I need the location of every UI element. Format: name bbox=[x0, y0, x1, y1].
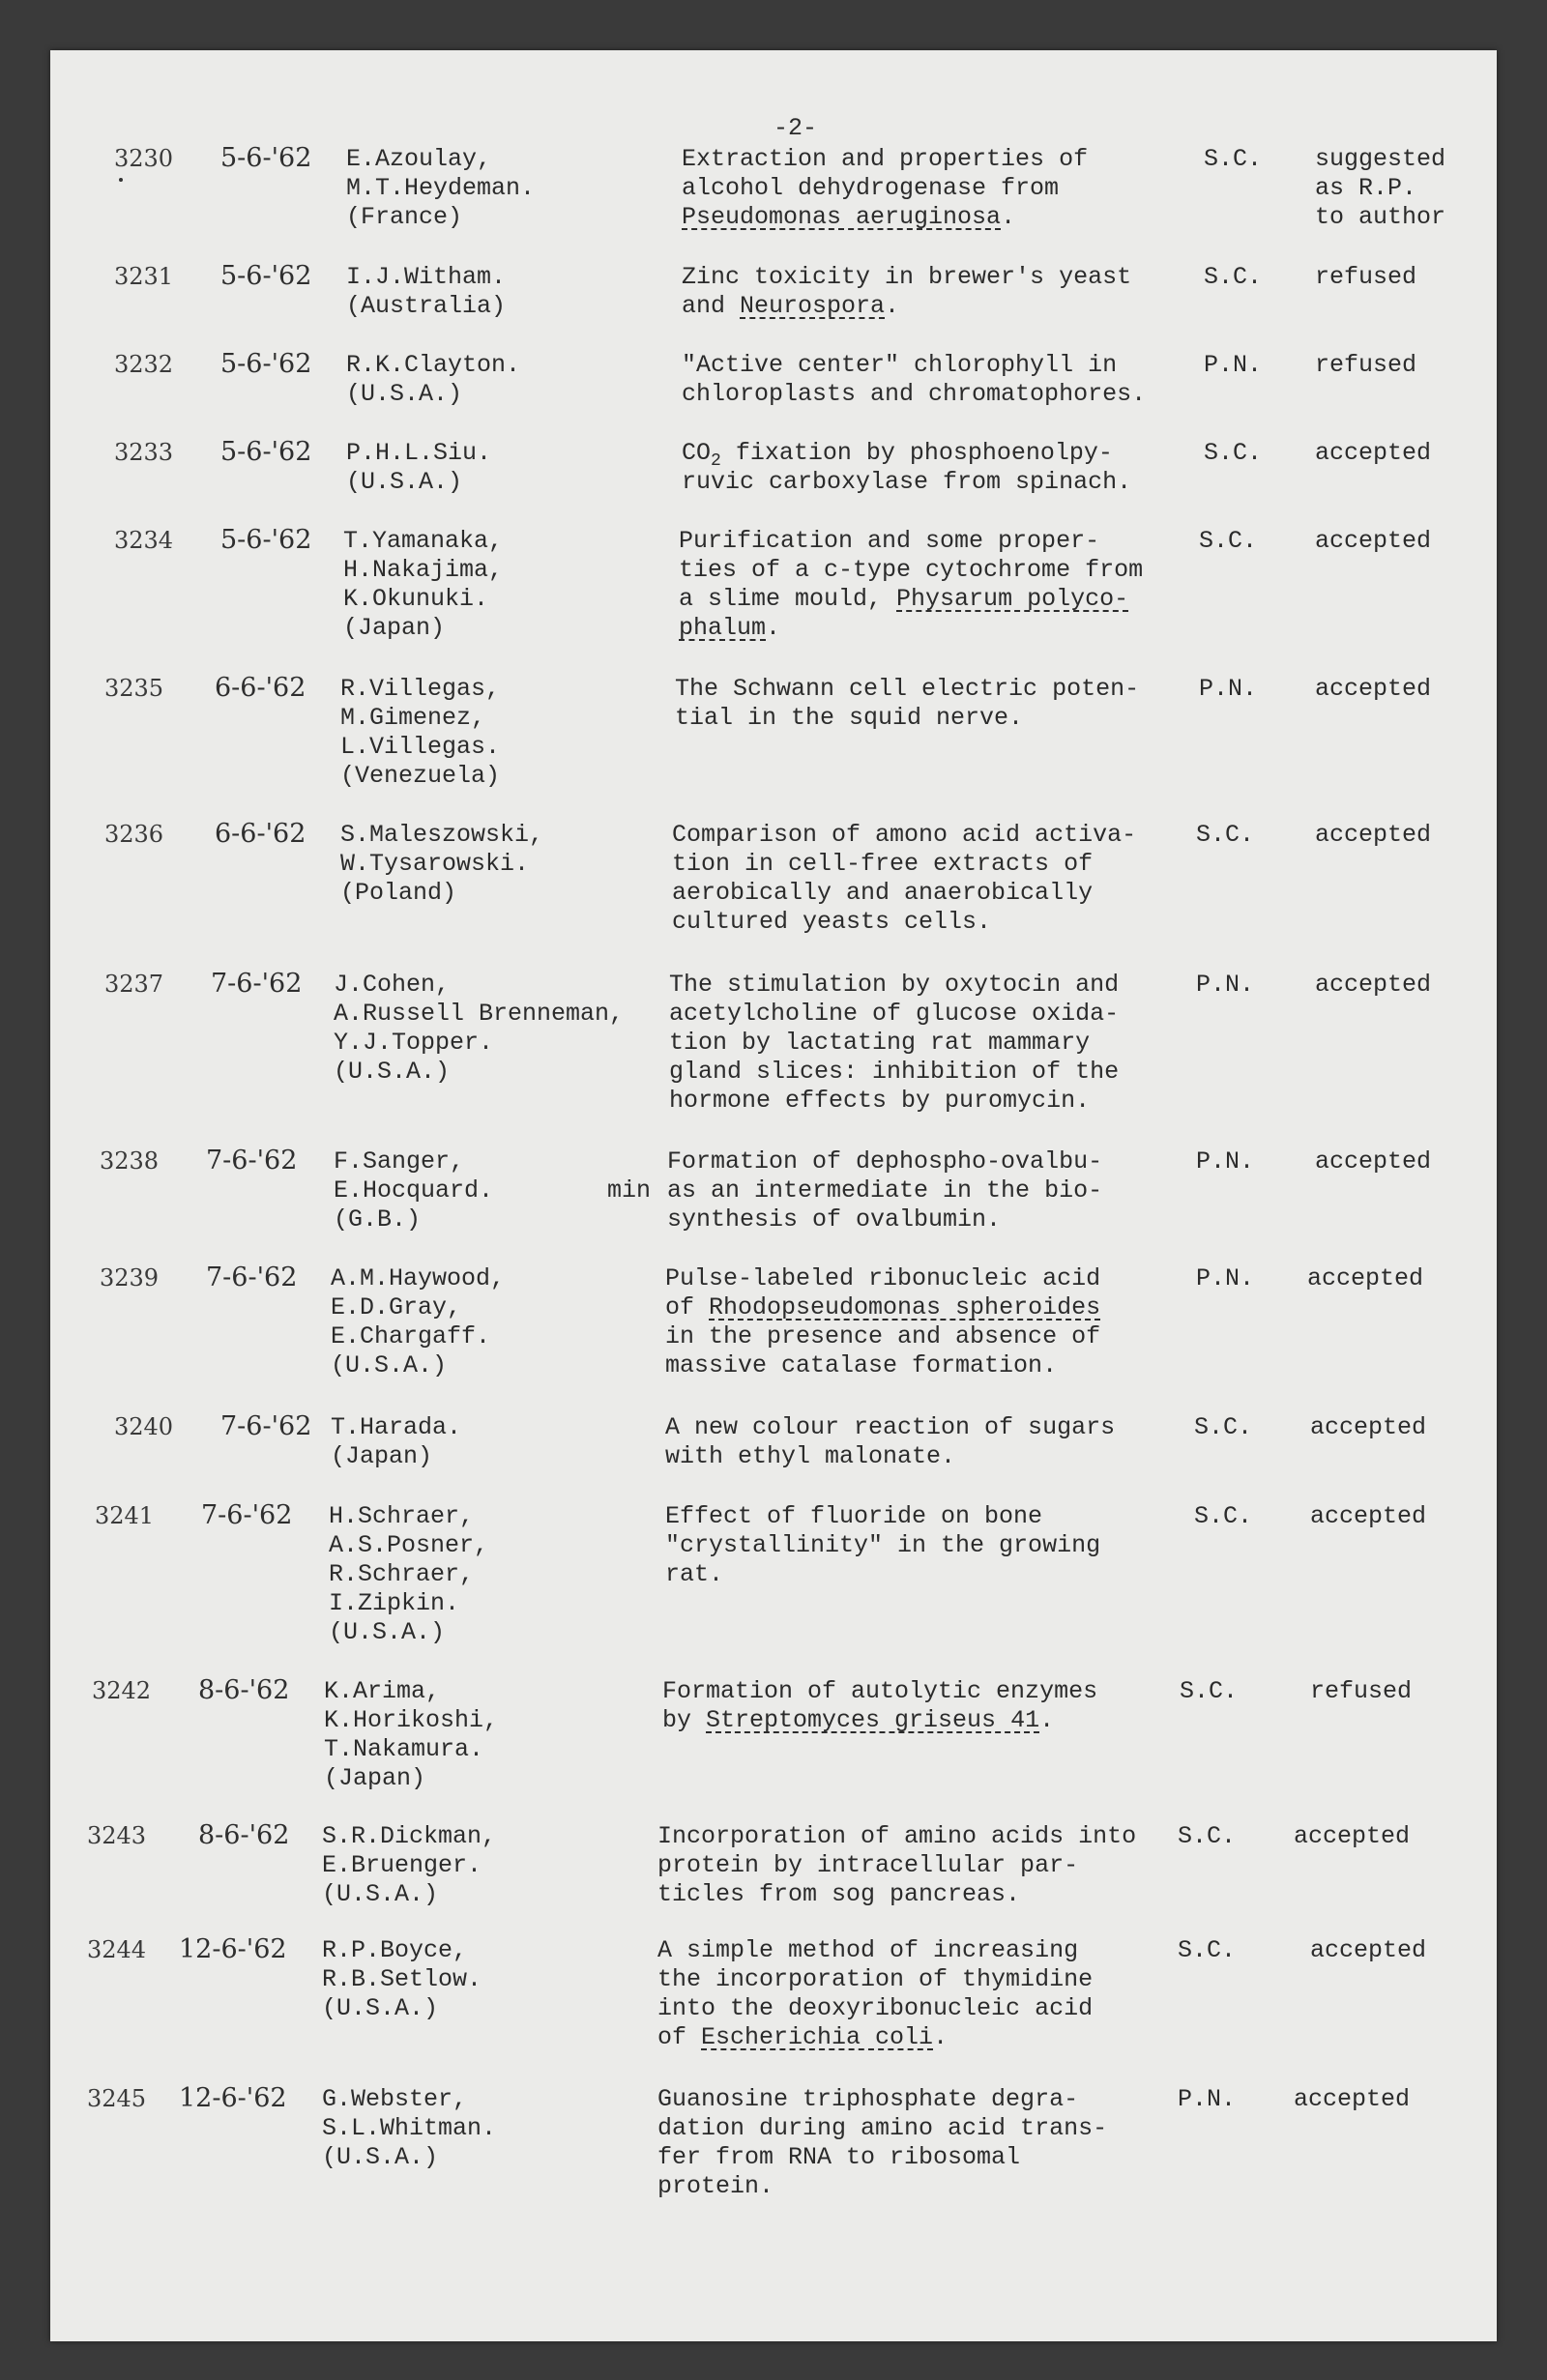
title-line: rat. bbox=[665, 1560, 724, 1588]
author-line: (U.S.A.) bbox=[346, 380, 463, 408]
entry-date: 6-6-'62 bbox=[215, 819, 306, 849]
entry-title bbox=[679, 527, 1143, 643]
author-line: E.Bruenger. bbox=[322, 1851, 482, 1879]
title-line: protein. bbox=[657, 2172, 774, 2200]
author-line: Y.J.Topper. bbox=[334, 1029, 494, 1057]
entry-number: 3236 bbox=[104, 821, 164, 848]
entry-status bbox=[1315, 971, 1431, 1000]
entry-authors bbox=[331, 1264, 505, 1380]
entry-title bbox=[682, 263, 1131, 321]
title-line: fer from RNA to ribosomal bbox=[657, 2143, 1021, 2171]
entry-status bbox=[1315, 145, 1445, 232]
entry-date: 12-6-'62 bbox=[179, 2083, 287, 2113]
title-line: massive catalase formation. bbox=[665, 1351, 1058, 1379]
author-line: (U.S.A.) bbox=[322, 1994, 439, 2022]
entry-type-code: S.C. bbox=[1196, 821, 1255, 849]
author-line: R.Schraer, bbox=[329, 1560, 475, 1588]
entry-title bbox=[657, 1936, 1093, 2052]
author-line: (Japan) bbox=[331, 1442, 433, 1470]
entry-date: 8-6-'62 bbox=[198, 1820, 290, 1850]
entry-authors bbox=[340, 821, 543, 908]
entry-status bbox=[1310, 1677, 1412, 1706]
author-line: K.Okunuki. bbox=[343, 585, 489, 613]
entry-type-code: P.N. bbox=[1204, 351, 1263, 379]
author-line: A.S.Posner, bbox=[329, 1531, 489, 1559]
entry-authors bbox=[322, 2085, 496, 2172]
entry-date: 7-6-'62 bbox=[211, 969, 303, 999]
title-line: the incorporation of thymidine bbox=[657, 1965, 1094, 1993]
author-line: (U.S.A.) bbox=[329, 1618, 446, 1646]
author-line: R.Villegas, bbox=[340, 675, 501, 703]
entry-title bbox=[665, 1413, 1115, 1471]
entry-title bbox=[667, 1147, 1102, 1234]
title-line: cultured yeasts cells. bbox=[672, 908, 992, 936]
entry-status bbox=[1294, 1822, 1410, 1851]
entry-title bbox=[675, 675, 1139, 733]
entry-type-code: S.C. bbox=[1199, 527, 1258, 555]
entry-date: 5-6-'62 bbox=[220, 437, 312, 467]
author-line: K.Arima, bbox=[324, 1677, 441, 1705]
title-line: of Escherichia coli. bbox=[657, 2023, 949, 2051]
entry-date: 5-6-'62 bbox=[220, 525, 312, 555]
status-line: accepted bbox=[1310, 1502, 1427, 1530]
entry-date: 5-6-'62 bbox=[220, 143, 312, 173]
title-line: tion in cell-free extracts of bbox=[672, 850, 1094, 878]
entry-authors bbox=[324, 1677, 498, 1793]
entry-number: 3237 bbox=[104, 971, 164, 998]
entry-type-code: S.C. bbox=[1204, 145, 1263, 173]
author-line: R.B.Setlow. bbox=[322, 1965, 482, 1993]
entry-number: 3233 bbox=[114, 439, 174, 466]
author-line: (France) bbox=[346, 203, 463, 231]
entry-number: 3242 bbox=[92, 1677, 152, 1704]
title-line: "Active center" chlorophyll in bbox=[682, 351, 1118, 379]
title-line: Pseudomonas aeruginosa. bbox=[682, 203, 1016, 231]
entry-type-code: P.N. bbox=[1196, 971, 1255, 999]
species-name: Pseudomonas aeruginosa bbox=[682, 203, 1002, 231]
entry-date: 8-6-'62 bbox=[198, 1675, 290, 1705]
author-line: (Japan) bbox=[343, 614, 446, 642]
title-line: hormone effects by puromycin. bbox=[669, 1087, 1091, 1115]
status-line: accepted bbox=[1315, 675, 1432, 703]
author-line: (U.S.A.) bbox=[346, 468, 463, 496]
author-line: R.K.Clayton. bbox=[346, 351, 521, 379]
title-line: A new colour reaction of sugars bbox=[665, 1413, 1116, 1441]
entry-authors bbox=[331, 1413, 461, 1471]
entry-type-code: S.C. bbox=[1180, 1677, 1239, 1705]
title-line: Formation of autolytic enzymes bbox=[662, 1677, 1098, 1705]
entry-date: 7-6-'62 bbox=[201, 1500, 293, 1530]
entry-status bbox=[1310, 1936, 1426, 1965]
entry-type-code: S.C. bbox=[1194, 1413, 1253, 1441]
entry-authors bbox=[346, 145, 535, 232]
author-line: R.P.Boyce, bbox=[322, 1936, 468, 1964]
status-line: as R.P. bbox=[1315, 174, 1417, 202]
author-line: E.Hocquard. bbox=[334, 1176, 494, 1205]
status-line: accepted bbox=[1315, 1147, 1432, 1175]
title-line: and Neurospora. bbox=[682, 292, 900, 320]
entry-status bbox=[1310, 1413, 1426, 1442]
title-line: ruvic carboxylase from spinach. bbox=[682, 468, 1132, 496]
author-line: (G.B.) bbox=[334, 1205, 422, 1234]
title-line: aerobically and anaerobically bbox=[672, 879, 1094, 907]
author-line: (U.S.A.) bbox=[322, 2143, 439, 2171]
author-line: I.J.Witham. bbox=[346, 263, 507, 291]
title-line: chloroplasts and chromatophores. bbox=[682, 380, 1147, 408]
title-line: of Rhodopseudomonas spheroides bbox=[665, 1293, 1101, 1321]
author-line: H.Nakajima, bbox=[343, 556, 504, 584]
author-line: A.Russell Brenneman, bbox=[334, 1000, 625, 1028]
entry-type-code: P.N. bbox=[1199, 675, 1258, 703]
entry-title bbox=[669, 971, 1119, 1116]
author-line: (Japan) bbox=[324, 1764, 426, 1792]
entry-status bbox=[1315, 527, 1431, 556]
status-line: accepted bbox=[1294, 2085, 1411, 2113]
status-line: to author bbox=[1315, 203, 1446, 231]
entry-title bbox=[657, 2085, 1107, 2201]
title-line: ties of a c-type cytochrome from bbox=[679, 556, 1144, 584]
author-line: L.Villegas. bbox=[340, 733, 501, 761]
status-line: suggested bbox=[1315, 145, 1446, 173]
author-line: W.Tysarowski. bbox=[340, 850, 530, 878]
status-line: refused bbox=[1310, 1677, 1413, 1705]
entry-status bbox=[1315, 821, 1431, 850]
entry-status bbox=[1315, 439, 1431, 468]
status-line: accepted bbox=[1294, 1822, 1411, 1850]
title-line: Pulse-labeled ribonucleic acid bbox=[665, 1264, 1101, 1292]
entry-status bbox=[1315, 1147, 1431, 1176]
title-line: acetylcholine of glucose oxida- bbox=[669, 1000, 1120, 1028]
title-line: dation during amino acid trans- bbox=[657, 2114, 1108, 2142]
status-line: accepted bbox=[1310, 1936, 1427, 1964]
entry-status bbox=[1307, 1264, 1423, 1293]
entry-number: 3235 bbox=[104, 675, 164, 702]
author-line: P.H.L.Siu. bbox=[346, 439, 492, 467]
title-line: protein by intracellular par- bbox=[657, 1851, 1079, 1879]
species-name: Rhodopseudomonas spheroides bbox=[709, 1293, 1101, 1321]
author-line: F.Sanger, bbox=[334, 1147, 465, 1175]
entry-title bbox=[665, 1264, 1100, 1380]
page-number: -2- bbox=[774, 114, 818, 142]
author-line: (Australia) bbox=[346, 292, 507, 320]
entry-type-code: P.N. bbox=[1196, 1264, 1255, 1292]
title-line: Extraction and properties of bbox=[682, 145, 1089, 173]
entry-number: 3243 bbox=[87, 1822, 147, 1849]
entry-number: 3234 bbox=[114, 527, 174, 554]
entry-number: 3232 bbox=[114, 351, 174, 378]
title-line: alcohol dehydrogenase from bbox=[682, 174, 1060, 202]
entry-number: 3231 bbox=[114, 263, 174, 290]
author-line: H.Schraer, bbox=[329, 1502, 475, 1530]
entry-title bbox=[665, 1502, 1100, 1589]
author-line: S.Maleszowski, bbox=[340, 821, 544, 849]
title-line: as an intermediate in the bio- bbox=[667, 1176, 1103, 1205]
entry-number: 3241 bbox=[95, 1502, 155, 1529]
title-line: Incorporation of amino acids into bbox=[657, 1822, 1137, 1850]
title-line: Formation of dephospho-ovalbu- bbox=[667, 1147, 1103, 1175]
author-line: T.Yamanaka, bbox=[343, 527, 504, 555]
entry-date: 5-6-'62 bbox=[220, 349, 312, 379]
title-line: The Schwann cell electric poten- bbox=[675, 675, 1140, 703]
author-line: (U.S.A.) bbox=[331, 1351, 448, 1379]
author-line: G.Webster, bbox=[322, 2085, 468, 2113]
title-line: ticles from sog pancreas. bbox=[657, 1880, 1021, 1908]
entry-date: 7-6-'62 bbox=[220, 1411, 312, 1441]
author-line: M.T.Heydeman. bbox=[346, 174, 536, 202]
entry-status bbox=[1315, 675, 1431, 704]
author-line: T.Nakamura. bbox=[324, 1735, 484, 1763]
entry-authors bbox=[346, 439, 491, 497]
entry-type-code: S.C. bbox=[1204, 439, 1263, 467]
entry-status bbox=[1315, 351, 1416, 380]
margin-mark bbox=[119, 178, 123, 182]
species-name: Streptomyces griseus 41 bbox=[706, 1706, 1040, 1734]
entry-authors bbox=[322, 1936, 482, 2023]
title-line: tial in the squid nerve. bbox=[675, 704, 1024, 732]
title-line: A simple method of increasing bbox=[657, 1936, 1079, 1964]
author-line: (Poland) bbox=[340, 879, 457, 907]
entry-status bbox=[1310, 1502, 1426, 1531]
entry-date: 12-6-'62 bbox=[179, 1934, 287, 1964]
title-line: Guanosine triphosphate degra- bbox=[657, 2085, 1079, 2113]
entry-authors bbox=[346, 263, 506, 321]
author-line: M.Gimenez, bbox=[340, 704, 486, 732]
title-line: with ethyl malonate. bbox=[665, 1442, 956, 1470]
title-line: tion by lactating rat mammary bbox=[669, 1029, 1091, 1057]
author-line: A.M.Haywood, bbox=[331, 1264, 506, 1292]
entry-status bbox=[1315, 263, 1416, 292]
author-line: E.Azoulay, bbox=[346, 145, 492, 173]
title-line: phalum. bbox=[679, 614, 781, 642]
status-line: accepted bbox=[1310, 1413, 1427, 1441]
status-line: accepted bbox=[1315, 821, 1432, 849]
entry-number: 3240 bbox=[114, 1413, 174, 1440]
entry-number: 3245 bbox=[87, 2085, 147, 2112]
entry-date: 5-6-'62 bbox=[220, 261, 312, 291]
entry-number: 3239 bbox=[100, 1264, 160, 1292]
title-line: Effect of fluoride on bone bbox=[665, 1502, 1043, 1530]
entry-title bbox=[662, 1677, 1097, 1735]
title-line: "crystallinity" in the growing bbox=[665, 1531, 1101, 1559]
entry-authors bbox=[334, 1147, 493, 1234]
entry-type-code: P.N. bbox=[1178, 2085, 1237, 2113]
entry-type-code: P.N. bbox=[1196, 1147, 1255, 1175]
entry-number: 3244 bbox=[87, 1936, 147, 1963]
entry-type-code: S.C. bbox=[1204, 263, 1263, 291]
title-line: in the presence and absence of bbox=[665, 1322, 1101, 1350]
entry-date: 6-6-'62 bbox=[215, 673, 306, 703]
title-line: Zinc toxicity in brewer's yeast bbox=[682, 263, 1132, 291]
species-name: Neurospora bbox=[740, 292, 886, 320]
entry-authors bbox=[340, 675, 500, 791]
title-line: into the deoxyribonucleic acid bbox=[657, 1994, 1094, 2022]
entry-type-code: S.C. bbox=[1178, 1822, 1237, 1850]
status-line: accepted bbox=[1315, 527, 1432, 555]
entry-number: 3238 bbox=[100, 1147, 160, 1175]
entry-date: 7-6-'62 bbox=[206, 1263, 298, 1292]
author-line: I.Zipkin. bbox=[329, 1589, 460, 1617]
author-line: S.L.Whitman. bbox=[322, 2114, 497, 2142]
entry-date: 7-6-'62 bbox=[206, 1146, 298, 1175]
status-line: refused bbox=[1315, 351, 1417, 379]
species-name: Physarum polyco- bbox=[896, 585, 1129, 613]
entry-authors bbox=[346, 351, 520, 409]
status-line: accepted bbox=[1315, 971, 1432, 999]
author-line: E.Chargaff. bbox=[331, 1322, 491, 1350]
entry-authors bbox=[343, 527, 503, 643]
status-line: accepted bbox=[1307, 1264, 1424, 1292]
entry-title bbox=[682, 145, 1088, 232]
entry-authors bbox=[334, 971, 624, 1087]
entry-title bbox=[672, 821, 1136, 937]
status-line: accepted bbox=[1315, 439, 1432, 467]
author-line: E.D.Gray, bbox=[331, 1293, 462, 1321]
entry-type-code: S.C. bbox=[1194, 1502, 1253, 1530]
entry-title bbox=[657, 1822, 1136, 1909]
author-line: T.Harada. bbox=[331, 1413, 462, 1441]
title-line: synthesis of ovalbumin. bbox=[667, 1205, 1002, 1234]
author-line: J.Cohen, bbox=[334, 971, 451, 999]
title-line: The stimulation by oxytocin and bbox=[669, 971, 1120, 999]
title-line: $CO_2$ fixation by phosphoenolpy- bbox=[682, 439, 1113, 471]
author-note: min bbox=[607, 1176, 652, 1205]
entry-authors bbox=[322, 1822, 496, 1909]
title-line: a slime mould, Physarum polyco- bbox=[679, 585, 1129, 613]
species-name: Escherichia coli bbox=[701, 2023, 934, 2051]
status-line: refused bbox=[1315, 263, 1417, 291]
species-name: phalum bbox=[679, 614, 767, 642]
author-line: (U.S.A.) bbox=[322, 1880, 439, 1908]
title-line: Purification and some proper- bbox=[679, 527, 1100, 555]
title-line: Comparison of amono acid activa- bbox=[672, 821, 1137, 849]
author-line: (Venezuela) bbox=[340, 762, 501, 790]
entry-status bbox=[1294, 2085, 1410, 2114]
author-line: K.Horikoshi, bbox=[324, 1706, 499, 1734]
title-line: by Streptomyces griseus 41. bbox=[662, 1706, 1055, 1734]
author-line: S.R.Dickman, bbox=[322, 1822, 497, 1850]
entry-authors bbox=[329, 1502, 488, 1647]
title-line: gland slices: inhibition of the bbox=[669, 1058, 1120, 1086]
entry-title bbox=[682, 351, 1146, 409]
entry-type-code: S.C. bbox=[1178, 1936, 1237, 1964]
author-line: (U.S.A.) bbox=[334, 1058, 451, 1086]
entry-title bbox=[682, 439, 1131, 497]
entry-number: 3230 bbox=[114, 145, 174, 172]
